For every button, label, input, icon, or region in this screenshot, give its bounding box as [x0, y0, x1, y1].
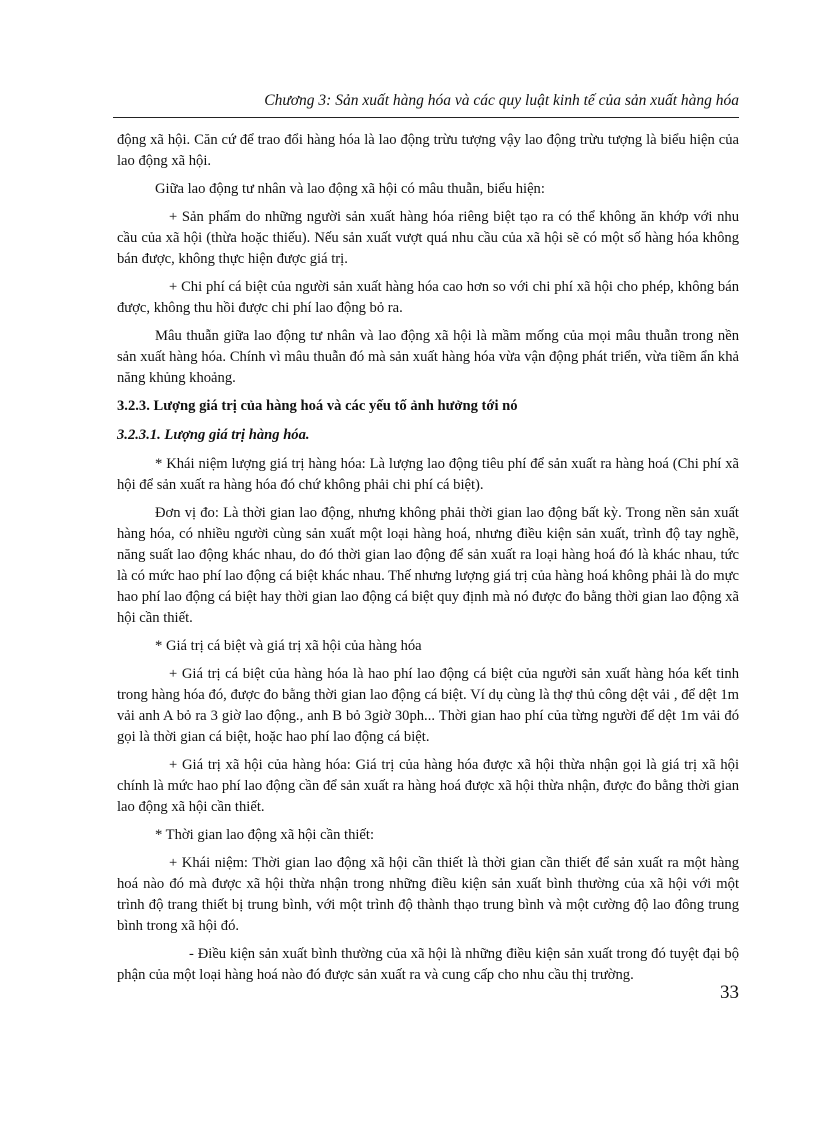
paragraph-value-concept: * Khái niệm lượng giá trị hàng hóa: Là lượng lao động tiêu phí để sản xuất ra hàng hoá (Chi phí xã hội để sản xuất ra hàng hóa đó chứ không phải chi phí cá biệt). — [117, 456, 739, 493]
section-heading: 3.2.3. Lượng giá trị của hàng hoá và các yếu tố ảnh hưởng tới nó — [117, 398, 518, 414]
paragraph-necessary-time-heading: * Thời gian lao động xã hội cần thiết: — [155, 827, 375, 843]
paragraph-necessary-time-concept: + Khái niệm: Thời gian lao động xã hội cần thiết là thời gian cần thiết để sản xuất ra một hàng hoá nào đó mà được xã hội thừa nhận trong những điều kiện sản xuất bình thường của xã hội với một trình độ trang thiết bị trung bình, với một trình độ thành thạo trung bình và một cường độ lao đông trung bình trong xã hội đó. — [117, 855, 739, 934]
paragraph-normal-conditions: - Điều kiện sản xuất bình thường của xã hội là những điều kiện sản xuất trong đó tuyệt đại bộ phận của một loại hàng hoá nào đó được sản xuất ra và cung cấp cho nhu cầu thị trường. — [117, 946, 739, 983]
page-body — [117, 130, 739, 993]
paragraph-social-value: + Giá trị xã hội của hàng hóa: Giá trị của hàng hóa được xã hội thừa nhận gọi là giá trị xã hội chính là mức hao phí lao động cần để sản xuất ra hàng hoá được xã hội thừa nhận, được đo bằng thời gian lao động xã hội cần thiết. — [117, 757, 739, 815]
paragraph-individual-vs-social: * Giá trị cá biệt và giá trị xã hội của hàng hóa — [155, 638, 422, 654]
paragraph-contradiction-summary: Mâu thuẫn giữa lao động tư nhân và lao động xã hội là mầm mống của mọi mâu thuẫn trong nền sản xuất hàng hóa. Chính vì mâu thuẫn đó mà sản xuất hàng hóa vừa vận động phát triển, vừa tiềm ẩn khả năng khủng khoảng. — [117, 328, 739, 386]
paragraph-individual-value: + Giá trị cá biệt của hàng hóa là hao phí lao động cá biệt của người sản xuất hàng hóa kết tinh trong hàng hóa đó, được đo bằng thời gian lao động cá biệt. Ví dụ cùng là thợ thủ công dệt vải , để dệt 1m vải anh A bỏ ra 3 giờ lao động., anh B bỏ 3giờ 30ph... Thời gian hao phí của từng người để dệt 1m vải đó gọi là thời gian cá biệt, hoặc hao phí lao động cá biệt. — [117, 666, 739, 745]
subsection-heading: 3.2.3.1. Lượng giá trị hàng hóa. — [117, 427, 310, 443]
running-header: Chương 3: Sản xuất hàng hóa và các quy luật kinh tế của sản xuất hàng hóa — [264, 92, 739, 109]
paragraph-unit-of-measure: Đơn vị đo: Là thời gian lao động, nhưng không phải thời gian lao động bất kỳ. Trong nền sản xuất hàng hóa, có nhiều người cùng sản xuất một loại hàng hoá, nhưng điều kiện sản xuất, trình độ tay nghề, năng suất lao động khác nhau, do đó thời gian lao động để sản xuất ra loại hàng hoá đó là khác nhau, tức là có mức hao phí lao động cá biệt khác nhau. Thế nhưng lượng giá trị của hàng hoá không phải là do mực hao phí lao động cá biệt hay thời gian lao động cá biệt quy định mà nó được đo bằng thời gian lao động xã hội cần thiết. — [117, 505, 739, 626]
header-divider — [113, 117, 739, 118]
page-number: 33 — [720, 982, 739, 1003]
paragraph-continuation: động xã hội. Căn cứ để trao đổi hàng hóa là lao động trừu tượng vậy lao động trừu tượng là biểu hiện của lao động xã hội. — [117, 132, 739, 169]
paragraph-bullet-costs: + Chi phí cá biệt của người sản xuất hàng hóa cao hơn so với chi phí xã hội cho phép, không bán được, không thu hồi được chi phí lao động bỏ ra. — [117, 279, 739, 316]
paragraph-contradiction-intro: Giữa lao động tư nhân và lao động xã hội có mâu thuẫn, biểu hiện: — [155, 181, 545, 197]
paragraph-bullet-products: + Sản phẩm do những người sản xuất hàng hóa riêng biệt tạo ra có thể không ăn khớp với nhu cầu của xã hội (thừa hoặc thiếu). Nếu sản xuất vượt quá nhu cầu của xã hội sẽ có một số hàng hóa không bán được, không thực hiện được giá trị. — [117, 209, 739, 267]
